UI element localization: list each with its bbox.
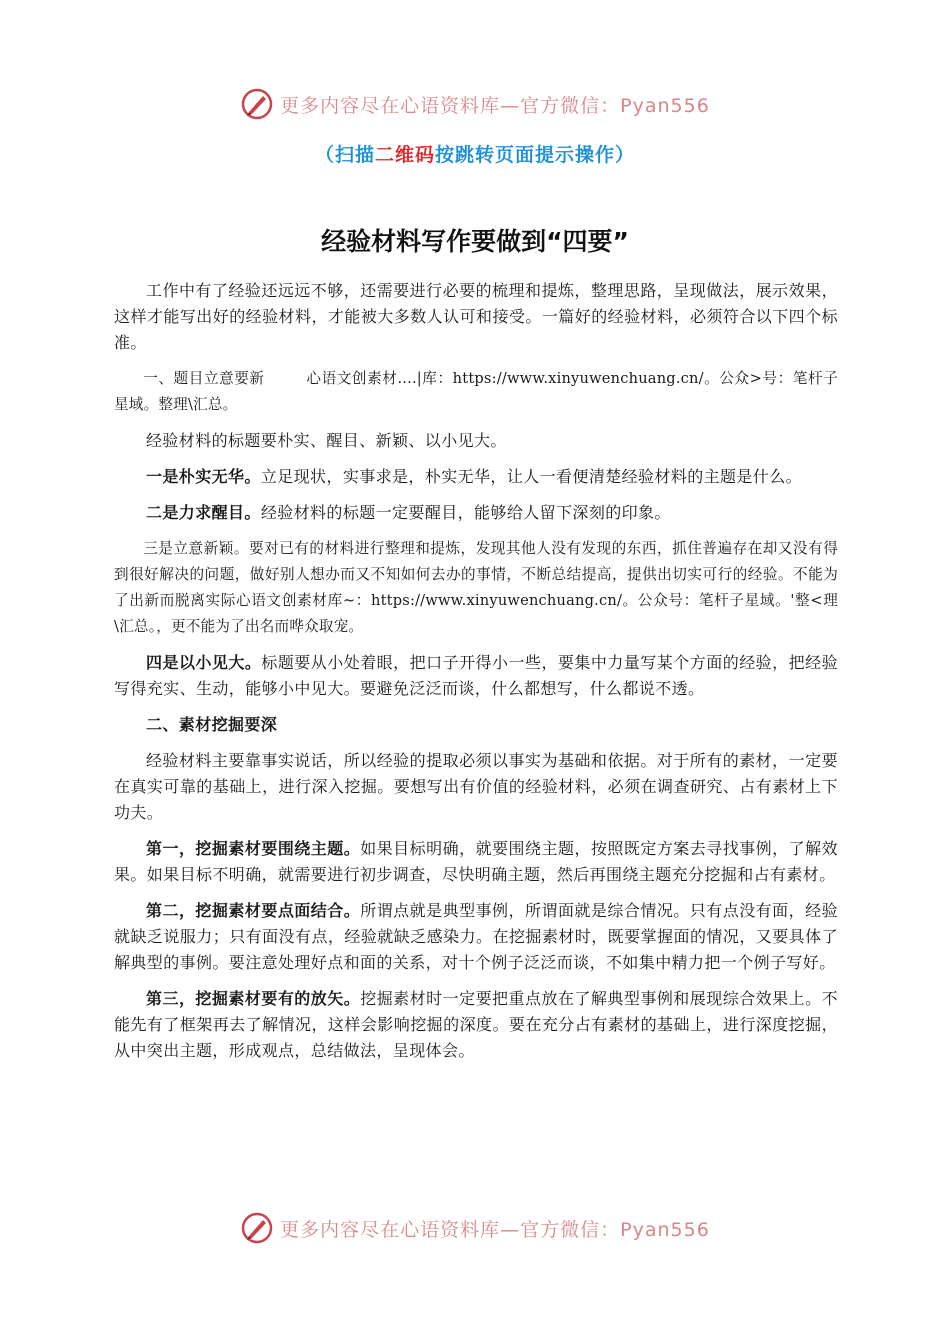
pen-circle-icon bbox=[240, 87, 274, 121]
document-title: 经验材料写作要做到“四要” bbox=[321, 227, 629, 256]
s2-point2-body: 所谓点就是典型事例，所谓面就是综合情况。只有点没有面，经验就缺乏说服力；只有面没有点，经验就缺乏感染力。在挖掘素材时，既要掌握面的情况，又要具体了解典型的事例。要注意处理好点和面的关系，对十个例子泛泛而谈，不如集中精力把一个例子写好。 bbox=[114, 901, 838, 972]
point4-body: 标题要从小处着眼，把口子开得小一些，要集中力量写某个方面的经验，把经验写得充实、生动，能够小中见大。要避免泛泛而谈，什么都想写，什么都说不透。 bbox=[114, 653, 838, 698]
banner-text: 更多内容尽在心语资料库—官方微信：Pyan556 bbox=[280, 1218, 710, 1241]
point2-body: 经验材料的标题一定要醒目，能够给人留下深刻的印象。 bbox=[260, 503, 671, 522]
section2-point3 bbox=[114, 986, 838, 1064]
scan-highlight: 二维码 bbox=[374, 144, 435, 166]
header-banner bbox=[0, 84, 950, 124]
pen-circle-icon bbox=[240, 1211, 274, 1245]
section1-point4 bbox=[114, 650, 838, 702]
intro-paragraph: 工作中有了经验还远远不够，还需要进行必要的梳理和提炼，整理思路，呈现做法，展示效果，这样才能写出好的经验材料，才能被大多数人认可和接受。一篇好的经验材料，必须符合以下四个标准。 bbox=[114, 281, 838, 352]
section1-point1 bbox=[114, 464, 838, 490]
s2-point1-lead: 第一，挖掘素材要围绕主题。 bbox=[146, 839, 361, 858]
banner-text: 更多内容尽在心语资料库—官方微信：Pyan556 bbox=[280, 94, 710, 117]
section2-intro: 经验材料主要靠事实说话，所以经验的提取必须以事实为基础和依据。对于所有的素材，一定要在真实可靠的基础上，进行深入挖掘。要想写出有价值的经验材料，必须在调查研究、占有素材上下功夫。 bbox=[114, 751, 838, 822]
point1-body: 立足现状，实事求是，朴实无华，让人一看便清楚经验材料的主题是什么。 bbox=[260, 467, 803, 486]
section2-point1 bbox=[114, 836, 838, 888]
document-body bbox=[114, 278, 838, 1074]
section1-point3: 三是立意新颖。要对已有的材料进行整理和提炼，发现其他人没有发现的东西，抓住普遍存在却又没有得到很好解决的问题，做好别人想办而又不知如何去办的事情，不断总结提高，提供出切实可行的经验。不能为了出新而脱离实际心语文创素材库~：https://www.xinyuwenchuang.cn/。公众号：笔杆子星域。'整<理\汇总。，更不能为了出名而哗众取宠。 bbox=[114, 540, 838, 635]
point2-lead: 二是力求醒目。 bbox=[146, 503, 261, 522]
s2-point3-lead: 第三，挖掘素材要有的放矢。 bbox=[146, 989, 361, 1008]
scan-instruction bbox=[0, 140, 950, 167]
section1-intro: 经验材料的标题要朴实、醒目、新颖、以小见大。 bbox=[146, 431, 507, 450]
scan-open: （扫描 bbox=[314, 144, 375, 166]
point4-lead: 四是以小见大。 bbox=[146, 653, 262, 672]
point1-lead: 一是朴实无华。 bbox=[146, 467, 261, 486]
section2-point2 bbox=[114, 898, 838, 976]
s2-point1-body: 如果目标明确，就要围绕主题，按照既定方案去寻找事例，了解效果。如果目标不明确，就需要进行初步调查，尽快明确主题，然后再围绕主题充分挖掘和占有素材。 bbox=[114, 839, 838, 884]
section2-heading: 二、素材挖掘要深 bbox=[146, 715, 278, 734]
section1-point2 bbox=[114, 500, 838, 526]
s2-point3-body: 挖掘素材时一定要把重点放在了解典型事例和展现综合效果上。不能先有了框架再去了解情况，这样会影响挖掘的深度。要在充分占有素材的基础上，进行深度挖掘，从中突出主题，形成观点，总结做法，呈现体会。 bbox=[114, 989, 838, 1060]
section1-heading: 一、题目立意要新 心语文创素材....|库：https://www.xinyuwenchuang.cn/。公众>号：笔杆子星域。整理\汇总。 bbox=[114, 370, 838, 413]
footer-banner bbox=[0, 1208, 950, 1248]
scan-rest: 按跳转页面提示操作） bbox=[435, 144, 636, 166]
s2-point2-lead: 第二，挖掘素材要点面结合。 bbox=[146, 901, 361, 920]
